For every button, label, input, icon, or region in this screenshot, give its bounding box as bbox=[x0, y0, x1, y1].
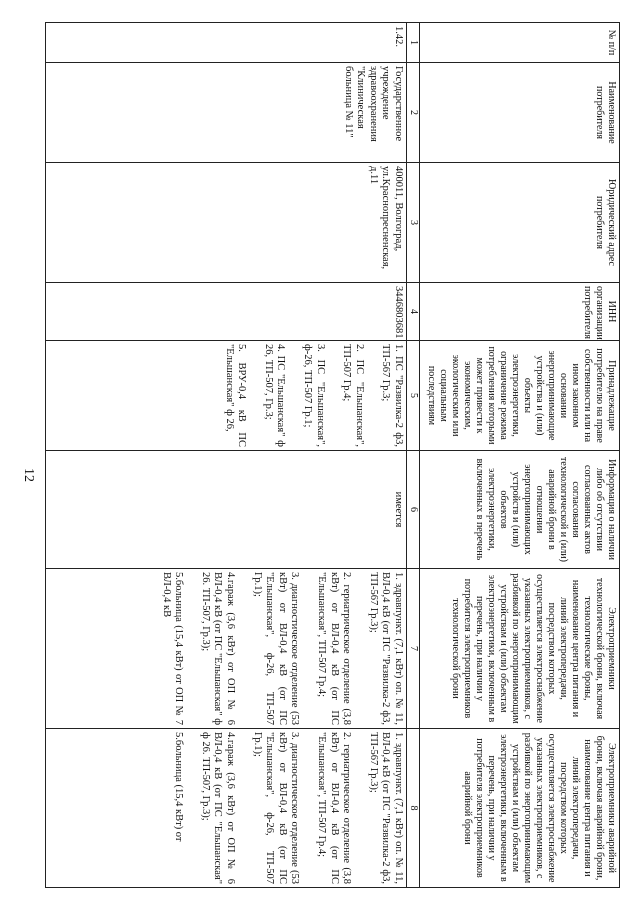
header-tech-bron: Электроприемники технологической брони, включая технологические броны, наименование центра питания и линий электропередачи, посредством которых осуществляется электроснабжение указанных электроприемников, с разбивкой по энергопринимающим устройствам и (или) объектам электроэнергетики, включенным в перечень, при наличии у потребителя электроприемников технологической брони bbox=[420, 569, 620, 729]
device-item: 4. ПС "Ельшанская" ф 26, ТП-507, Гр.3; bbox=[262, 344, 287, 447]
rotated-table-sheet bbox=[45, 22, 620, 887]
tech-bron-item: 5.больница (15,4 кВт) от ОП № 7 ВЛ-0,4 кВ bbox=[160, 572, 185, 725]
inn-value: 3446803681 bbox=[46, 283, 407, 341]
column-index: 1 bbox=[407, 23, 420, 63]
table-row bbox=[46, 23, 407, 888]
device-item: 3. ПС "Ельшанская", ф-26, ТП-507 Гр.1; bbox=[302, 344, 326, 447]
legal-address: 400011, Волгоград, ул.Краснопресненская, д.11 bbox=[46, 163, 407, 283]
column-index: 2 bbox=[407, 63, 420, 163]
header-devices: Принадлежащие потребителю на праве собственности или на ином законном основании энергопринимающие устройства и (или) объекты электроэнергетики, ограничение режима потребления которыми может привести к экономическим, экологическим или социальным последствиям bbox=[420, 341, 620, 451]
consumers-table bbox=[45, 22, 620, 888]
header-acts: Информация о наличии либо об отсутствии согласованных актов согласования технологической и (или) аварийной брони в отношении энергопринимающих устройств и (или) объектов электроэнергетики, включенных в перечень bbox=[420, 451, 620, 569]
avar-bron-item: 2. гериатрическое отделение (3,8 кВт) от ВЛ-0,4 кВ (от ПС "Ельшанская", ТП-507 Гр.4; bbox=[316, 732, 353, 884]
header-number: № п/п bbox=[420, 23, 620, 63]
avar-bron-item: 1. здравпункт. (7,1 кВт) оп. № 11, ВЛ-0,4 кВ (от ПС "Развилка-2 ф3, ТП-567 Гр.3); bbox=[367, 732, 404, 884]
column-index: 5 bbox=[407, 341, 420, 451]
tech-bron-item: 1. здравпункт. (7,1 кВт) оп. № 11, ВЛ-0,4 кВ (от ПС "Развилка-2 ф3, ТП-567 Гр.3); bbox=[367, 572, 404, 725]
column-index: 8 bbox=[407, 729, 420, 888]
avar-bron-item: 4.гараж (3,6 кВт) от ОП № 6 ВЛ-0,4 кВ (от ПС "Ельшанская" ф 26. ТП-507, Гр.3); bbox=[199, 732, 237, 884]
device-item: 5. ВРУ-0,4 кВ ПС "Ельшанская" ф 26, bbox=[223, 344, 248, 447]
column-index: 3 bbox=[407, 163, 420, 283]
column-index: 7 bbox=[407, 569, 420, 729]
tech-bron-item: 2. гериатрическое отделение (3,8 кВт) от ВЛ-0,4 кВ (от ПС "Ельшанская", ТП-507 Гр.4; bbox=[316, 572, 353, 725]
row-number: 1.42. bbox=[46, 23, 407, 63]
tech-bron-item: 4.гараж (3,6 кВт) от ОП № 6 ВЛ-0,4 кВ (от ПС "Ельшанская" ф 26. ТП-507, Гр.3); bbox=[199, 572, 237, 725]
header-consumer-name: Наименование потребителя bbox=[420, 63, 620, 163]
device-item: 1. ПС "Развилка-2 ф3, ТП-567 Гр.3; bbox=[380, 344, 404, 447]
device-item: 2. ПС "Ельшанская", ТП-507 Гр.4; bbox=[341, 344, 365, 447]
page-number: 12 bbox=[21, 468, 36, 482]
header-avar-bron: Электроприемники аварийной брони, включая аварийной брони, наименование центра питания и линий электропередачи, посредством которых осуществляется электроснабжение указанных электроприемников, с разбивкой по энергопринимающим устройствам и (или) объектам электроэнергетики, включенным в перечень, при наличии у потребителя электроприемников аварийной брони bbox=[420, 729, 620, 888]
avar-bron-item: 5.больница (15,4 кВт) от bbox=[173, 732, 185, 842]
column-index: 6 bbox=[407, 451, 420, 569]
devices-cell bbox=[46, 341, 407, 451]
tech-bron-cell bbox=[46, 569, 407, 729]
header-legal-address: Юридический адрес потребителя bbox=[420, 163, 620, 283]
consumer-name: Государственное учреждение здравоохранения "Клиническая больница № 11" bbox=[46, 63, 407, 163]
acts-value: имеется bbox=[46, 451, 407, 569]
header-inn: ИНН организации потребителя bbox=[420, 283, 620, 341]
avar-bron-item: 3. диагностическое отделение (53 кВт) от ВЛ-0,4 кВ (от ПС "Ельшанская", ф-26, ТП-507 Гр.1); bbox=[251, 732, 301, 884]
column-index: 4 bbox=[407, 283, 420, 341]
avar-bron-cell bbox=[46, 729, 407, 888]
tech-bron-item: 3. диагностическое отделение (53 кВт) от ВЛ-0,4 кВ (от ПС "Ельшанская", ф-26, ТП-507 Гр.1); bbox=[251, 572, 301, 725]
